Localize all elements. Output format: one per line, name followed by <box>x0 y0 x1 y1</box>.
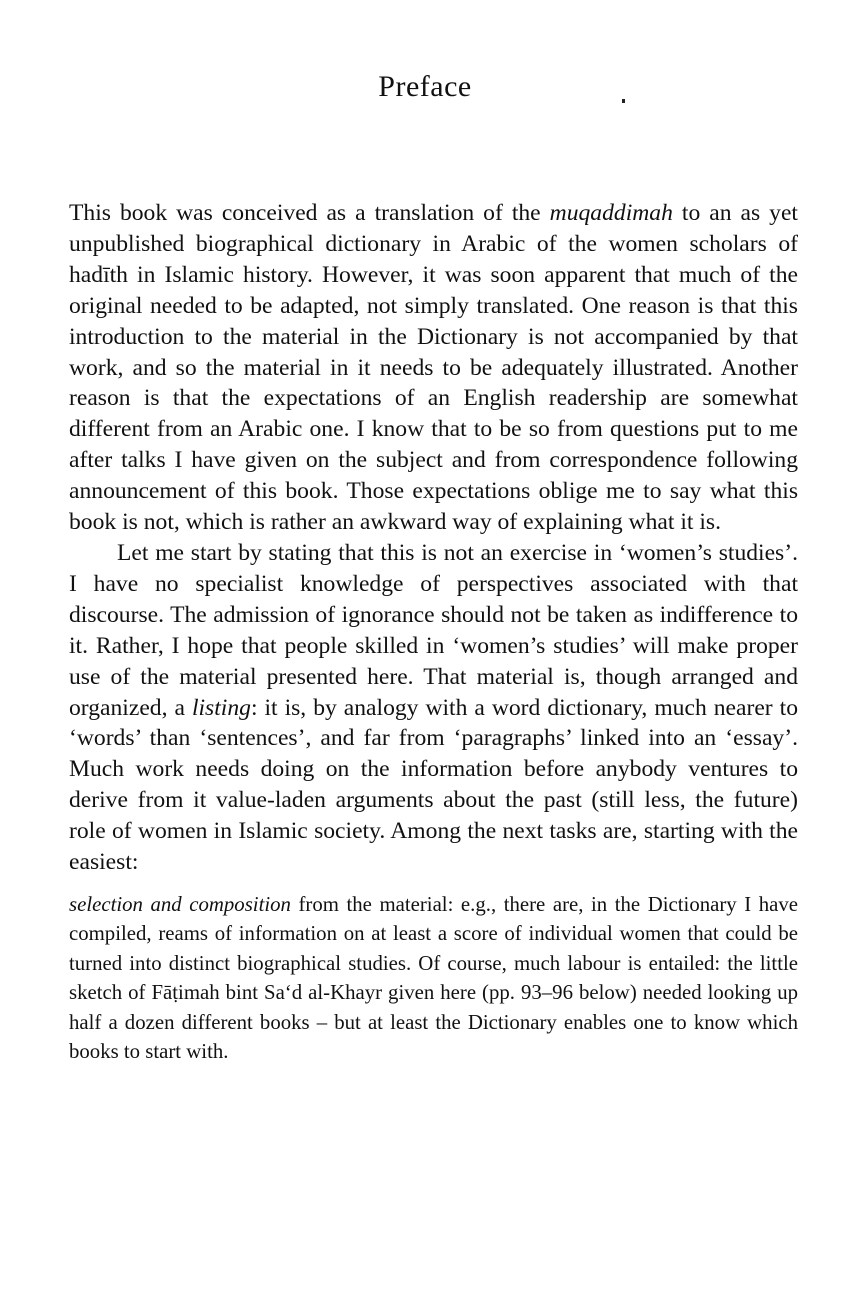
print-speck <box>622 99 625 103</box>
text-segment: This book was conceived as a translation of the <box>69 200 550 226</box>
page-title: Preface <box>378 70 472 103</box>
italic-term: muqaddimah <box>549 200 673 226</box>
text-segment: Let me start by stating that this is not an exercise in ‘women’s studies’. I have no specialist knowledge of perspectives associated with that discourse. The admission of ignorance should not be taken as indifference to it. Rather, I hope that people skilled in ‘women’s studies’ will make proper use of the material presented here. That material is, though arranged and organized, a <box>69 539 798 721</box>
italic-term: selection and composition <box>69 892 291 916</box>
paragraph-intro <box>69 198 798 538</box>
italic-term: listing <box>191 694 251 721</box>
paragraph-womens-studies <box>69 538 798 878</box>
text-segment: to an as yet unpublished biographical dictionary in Arabic of the women scholars of hadīth in Islamic history. However, it was soon apparent that much of the original needed to be adapted, not simply translated. One reason is that this introduction to the material in the Dictionary is not accompanied by that work, and so the material in it needs to be adequately illustrated. Another reason is that the expectations of an English readership are somewhat different from an Arabic one. I know that to be so from questions put to me after talks I have given on the subject and from correspondence following announcement of this book. Those expectations oblige me to say what this book is not, which is rather an awkward way of explaining what it is. <box>69 200 798 536</box>
paragraph-selection <box>69 890 798 1066</box>
text-segment: from the material: e.g., there are, in the Dictionary I have compiled, reams of information on at least a score of individual women that could be turned into distinct biographical studies. Of course, much labour is entailed: the little sketch of Fāṭimah bint Sa‘d al-Khayr given here (pp. 93–96 below) needed looking up half a dozen different books – but at least the Dictionary enables one to know which books to start with. <box>69 892 798 1063</box>
body-text <box>69 198 798 1066</box>
text-segment: : it is, by analogy with a word dictionary, much nearer to ‘words’ than ‘sentences’, and far from ‘paragraphs’ linked into an ‘essay’. Much work needs doing on the information before anybody ventures to derive from it value-laden arguments about the past (still less, the future) role of women in Islamic society. Among the next tasks are, starting with the easiest: <box>69 694 798 876</box>
